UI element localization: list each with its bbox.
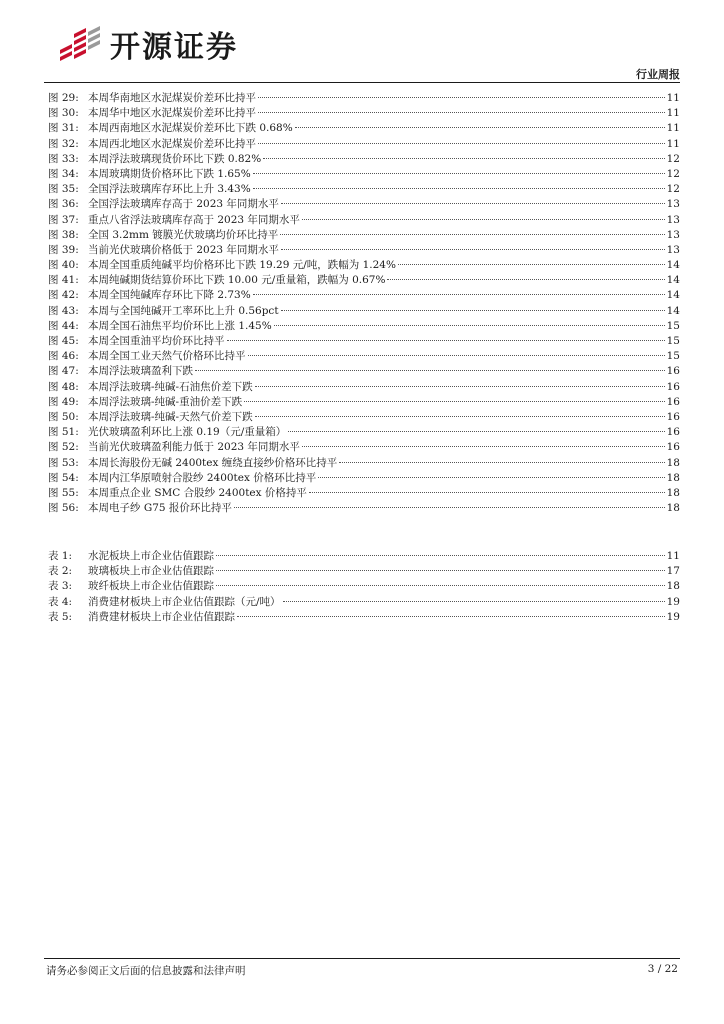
dot-leader bbox=[302, 219, 665, 220]
entry-label: 图 35: bbox=[48, 183, 79, 196]
entry-page-number: 18 bbox=[666, 456, 680, 469]
entry-page-number: 16 bbox=[666, 410, 680, 423]
entry-title: 本周全国重质纯碱平均价格环比下跌 19.29 元/吨，跌幅为 1.24% bbox=[88, 259, 396, 272]
entry-label: 表 1: bbox=[48, 550, 73, 562]
entry-label: 图 33: bbox=[48, 152, 79, 165]
entry-title: 本周浮法玻璃现货价环比下跌 0.82% bbox=[88, 152, 262, 165]
entry-page-number: 16 bbox=[666, 380, 680, 393]
dot-leader bbox=[248, 355, 665, 356]
entry-title: 本周长海股份无碱 2400tex 缠绕直接纱价格环比持平 bbox=[88, 456, 338, 469]
entry-title: 玻璃板块上市企业估值跟踪 bbox=[88, 565, 214, 578]
figure-entry[interactable] bbox=[48, 439, 680, 454]
dot-leader bbox=[234, 507, 665, 508]
entry-title: 重点八省浮法玻璃库存高于 2023 年同期水平 bbox=[88, 213, 300, 226]
entry-title: 本周华中地区水泥煤炭价差环比持平 bbox=[88, 107, 256, 120]
figure-entry[interactable] bbox=[48, 363, 680, 378]
entry-page-number: 14 bbox=[666, 259, 680, 272]
dot-leader bbox=[258, 143, 665, 144]
entry-page-number: 14 bbox=[666, 274, 680, 287]
entry-title: 本周电子纱 G75 报价环比持平 bbox=[88, 502, 232, 515]
figure-entry[interactable] bbox=[48, 485, 680, 500]
entry-label: 图 50: bbox=[48, 410, 79, 423]
entry-page-number: 14 bbox=[666, 304, 680, 317]
entry-page-number: 15 bbox=[666, 335, 680, 347]
entry-label: 图 45: bbox=[48, 335, 79, 347]
dot-leader bbox=[295, 127, 665, 128]
figure-entry[interactable] bbox=[48, 333, 680, 348]
entry-label: 图 39: bbox=[48, 243, 79, 256]
dot-leader bbox=[195, 370, 665, 371]
entry-title: 全国浮法玻璃库存高于 2023 年同期水平 bbox=[88, 198, 279, 211]
entry-title: 全国浮法玻璃库存环比上升 3.43% bbox=[88, 183, 251, 196]
entry-page-number: 13 bbox=[666, 198, 680, 211]
table-entry[interactable] bbox=[48, 609, 680, 624]
dot-leader bbox=[258, 97, 665, 98]
dot-leader bbox=[387, 279, 664, 280]
figure-entry[interactable] bbox=[48, 166, 680, 181]
entry-label: 图 36: bbox=[48, 198, 79, 211]
dot-leader bbox=[237, 616, 665, 617]
entry-title: 本周全国石油焦平均价环比上涨 1.45% bbox=[88, 319, 272, 332]
dot-leader bbox=[339, 462, 664, 463]
dot-leader bbox=[244, 401, 665, 402]
dot-leader bbox=[227, 340, 665, 341]
footer-disclaimer: 请务必参阅正文后面的信息披露和法律声明 bbox=[46, 965, 246, 977]
entry-page-number: 16 bbox=[666, 426, 680, 439]
company-logo bbox=[58, 22, 238, 66]
entry-title: 本周全国工业天然气价格环比持平 bbox=[88, 350, 246, 363]
entry-title: 玻纤板块上市企业估值跟踪 bbox=[88, 580, 214, 593]
entry-page-number: 19 bbox=[666, 610, 680, 623]
entry-label: 图 49: bbox=[48, 395, 79, 408]
dot-leader bbox=[280, 234, 664, 235]
entry-page-number: 19 bbox=[666, 595, 680, 608]
entry-page-number: 15 bbox=[666, 350, 680, 363]
entry-label: 图 38: bbox=[48, 228, 79, 241]
entry-label: 图 47: bbox=[48, 365, 79, 378]
entry-page-number: 12 bbox=[666, 167, 680, 180]
entry-page-number: 12 bbox=[666, 152, 680, 165]
dot-leader bbox=[216, 555, 665, 556]
dot-leader bbox=[253, 188, 665, 189]
entry-page-number: 11 bbox=[666, 92, 680, 104]
entry-label: 表 4: bbox=[48, 595, 73, 608]
figure-entry[interactable] bbox=[48, 303, 680, 318]
entry-label: 图 53: bbox=[48, 456, 79, 469]
header-divider bbox=[44, 82, 680, 83]
entry-label: 图 56: bbox=[48, 502, 79, 515]
entry-label: 图 41: bbox=[48, 274, 79, 287]
dot-leader bbox=[255, 386, 665, 387]
entry-page-number: 14 bbox=[666, 289, 680, 302]
entry-label: 图 31: bbox=[48, 122, 79, 135]
entry-title: 本周全国重油平均价环比持平 bbox=[88, 335, 225, 347]
entry-title: 本周与全国纯碱开工率环比上升 0.56pct bbox=[88, 304, 279, 317]
entry-page-number: 18 bbox=[666, 580, 680, 593]
entry-title: 消费建材板块上市企业估值跟踪 bbox=[88, 610, 235, 623]
figure-entry[interactable] bbox=[48, 287, 680, 302]
figure-entry[interactable] bbox=[48, 181, 680, 196]
entry-label: 图 51: bbox=[48, 426, 79, 439]
entry-title: 本周浮法玻璃-纯碱-天然气价差下跌 bbox=[88, 410, 253, 423]
entry-title: 光伏玻璃盈利环比上涨 0.19（元/重量箱） bbox=[88, 426, 287, 439]
dot-leader bbox=[398, 264, 665, 265]
entry-page-number: 16 bbox=[666, 365, 680, 378]
dot-leader bbox=[253, 294, 665, 295]
footer-divider bbox=[44, 958, 680, 959]
entry-label: 图 37: bbox=[48, 213, 79, 226]
dot-leader bbox=[255, 416, 665, 417]
entry-title: 本周华南地区水泥煤炭价差环比持平 bbox=[88, 92, 256, 104]
figure-entry[interactable] bbox=[48, 105, 680, 120]
entry-title: 本周玻璃期货价格环比下跌 1.65% bbox=[88, 167, 251, 180]
entry-page-number: 11 bbox=[666, 122, 680, 135]
entry-label: 图 48: bbox=[48, 380, 79, 393]
page-indicator: 3 / 22 bbox=[647, 963, 678, 975]
dot-leader bbox=[283, 601, 665, 602]
dot-leader bbox=[216, 585, 665, 586]
entry-page-number: 12 bbox=[666, 183, 680, 196]
table-entry[interactable] bbox=[48, 578, 680, 593]
entry-title: 本周纯碱期货结算价环比下跌 10.00 元/重量箱，跌幅为 0.67% bbox=[88, 274, 386, 287]
table-list bbox=[48, 548, 680, 624]
entry-page-number: 18 bbox=[666, 486, 680, 499]
brand-mark-icon bbox=[58, 24, 102, 64]
dot-leader bbox=[281, 310, 665, 311]
table-entry[interactable] bbox=[48, 594, 680, 609]
figure-entry[interactable] bbox=[48, 348, 680, 363]
entry-page-number: 16 bbox=[666, 441, 680, 454]
figure-entry[interactable] bbox=[48, 136, 680, 151]
entry-page-number: 13 bbox=[666, 243, 680, 256]
entry-title: 消费建材板块上市企业估值跟踪（元/吨） bbox=[88, 595, 281, 608]
entry-label: 图 55: bbox=[48, 486, 79, 499]
figure-entry[interactable] bbox=[48, 196, 680, 211]
dot-leader bbox=[274, 325, 665, 326]
figure-entry[interactable] bbox=[48, 227, 680, 242]
figure-entry[interactable] bbox=[48, 120, 680, 135]
figure-entry[interactable] bbox=[48, 212, 680, 227]
entry-title: 水泥板块上市企业估值跟踪 bbox=[88, 550, 214, 562]
entry-title: 当前光伏玻璃价格低于 2023 年同期水平 bbox=[88, 243, 279, 256]
entry-title: 本周西北地区水泥煤炭价差环比持平 bbox=[88, 137, 256, 150]
figure-entry[interactable] bbox=[48, 151, 680, 166]
company-name: 开源证券 bbox=[110, 30, 238, 65]
entry-title: 本周浮法玻璃-纯碱-重油价差下跌 bbox=[88, 395, 243, 408]
figure-entry[interactable] bbox=[48, 318, 680, 333]
entry-label: 图 30: bbox=[48, 107, 79, 120]
dot-leader bbox=[281, 203, 665, 204]
dot-leader bbox=[302, 446, 665, 447]
figure-entry[interactable] bbox=[48, 272, 680, 287]
figure-entry[interactable] bbox=[48, 409, 680, 424]
entry-title: 本周浮法玻璃-纯碱-石油焦价差下跌 bbox=[88, 380, 253, 393]
figure-entry[interactable] bbox=[48, 500, 680, 515]
entry-page-number: 15 bbox=[666, 319, 680, 332]
entry-title: 本周浮法玻璃盈利下跌 bbox=[88, 365, 193, 378]
entry-label: 图 42: bbox=[48, 289, 79, 302]
entry-label: 图 46: bbox=[48, 350, 79, 363]
entry-label: 图 34: bbox=[48, 167, 79, 180]
entry-label: 图 54: bbox=[48, 471, 79, 484]
dot-leader bbox=[253, 173, 665, 174]
dot-leader bbox=[263, 158, 664, 159]
entry-title: 本周内江华原喷射合股纱 2400tex 价格环比持平 bbox=[88, 471, 317, 484]
entry-title: 当前光伏玻璃盈利能力低于 2023 年同期水平 bbox=[88, 441, 300, 454]
entry-label: 表 2: bbox=[48, 565, 73, 578]
dot-leader bbox=[281, 249, 665, 250]
table-entry[interactable] bbox=[48, 548, 680, 563]
figure-entry[interactable] bbox=[48, 257, 680, 272]
dot-leader bbox=[318, 477, 664, 478]
entry-title: 全国 3.2mm 镀膜光伏玻璃均价环比持平 bbox=[88, 228, 279, 241]
entry-page-number: 11 bbox=[666, 107, 680, 120]
entry-page-number: 13 bbox=[666, 213, 680, 226]
figure-entry[interactable] bbox=[48, 90, 680, 105]
entry-label: 表 3: bbox=[48, 580, 73, 593]
document-type: 行业周报 bbox=[636, 68, 680, 81]
dot-leader bbox=[258, 112, 665, 113]
dot-leader bbox=[288, 431, 664, 432]
entry-page-number: 11 bbox=[666, 550, 680, 562]
dot-leader bbox=[309, 492, 665, 493]
dot-leader bbox=[216, 570, 665, 571]
entry-title: 本周重点企业 SMC 合股纱 2400tex 价格持平 bbox=[88, 486, 307, 499]
entry-page-number: 13 bbox=[666, 228, 680, 241]
entry-title: 本周西南地区水泥煤炭价差环比下跌 0.68% bbox=[88, 122, 293, 135]
figure-list bbox=[48, 90, 680, 515]
entry-label: 图 44: bbox=[48, 319, 79, 332]
entry-page-number: 16 bbox=[666, 395, 680, 408]
figure-entry[interactable] bbox=[48, 394, 680, 409]
entry-label: 表 5: bbox=[48, 610, 73, 623]
entry-page-number: 17 bbox=[666, 565, 680, 578]
figure-entry[interactable] bbox=[48, 470, 680, 485]
entry-page-number: 11 bbox=[666, 137, 680, 150]
figure-entry[interactable] bbox=[48, 242, 680, 257]
figure-entry[interactable] bbox=[48, 455, 680, 470]
entry-label: 图 40: bbox=[48, 259, 79, 272]
table-entry[interactable] bbox=[48, 563, 680, 578]
entry-label: 图 43: bbox=[48, 304, 79, 317]
entry-title: 本周全国纯碱库存环比下降 2.73% bbox=[88, 289, 251, 302]
figure-entry[interactable] bbox=[48, 379, 680, 394]
entry-label: 图 52: bbox=[48, 441, 79, 454]
figure-entry[interactable] bbox=[48, 424, 680, 439]
entry-page-number: 18 bbox=[666, 502, 680, 515]
entry-page-number: 18 bbox=[666, 471, 680, 484]
entry-label: 图 29: bbox=[48, 92, 79, 104]
entry-label: 图 32: bbox=[48, 137, 79, 150]
